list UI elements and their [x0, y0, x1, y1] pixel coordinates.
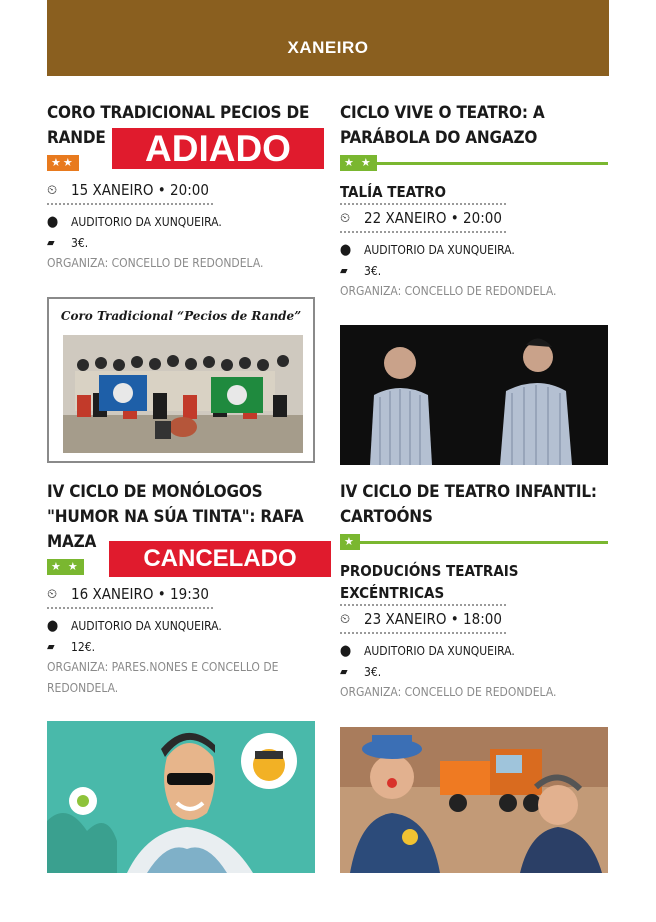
- event-datetime: [340, 606, 608, 632]
- datetime-text: 15 XANEIRO • 20:00: [71, 181, 209, 199]
- event-title: CORO TRADICIONAL PECIOS DE RANDE: [47, 103, 310, 148]
- event-title: IV CICLO DE MONÓLOGOS "HUMOR NA SÚA TINTA": RAFA MAZA: [47, 482, 304, 552]
- event-title: CICLO VIVE O TEATRO: A PARÁBOLA DO ANGAZO: [340, 103, 545, 148]
- event-card: [340, 101, 608, 302]
- ticket-icon: ▰: [47, 640, 55, 653]
- event-datetime: [340, 205, 608, 231]
- event-price: [47, 232, 315, 253]
- theatre-actors-photo: [340, 325, 608, 465]
- actors-image: [340, 325, 608, 465]
- star-rating: ★: [340, 534, 360, 550]
- photo-caption: Coro Tradicional “Pecios de Rande”: [60, 309, 302, 323]
- datetime-text: 23 XANEIRO • 18:00: [364, 610, 502, 628]
- event-datetime: [47, 177, 315, 203]
- star-rating: ★★: [47, 155, 79, 171]
- event-price: [47, 636, 315, 657]
- postponed-stamp: ADIADO: [112, 128, 324, 169]
- event-organizer: ORGANIZA: CONCELLO DE REDONDELA.: [340, 284, 557, 298]
- clowns-image: [340, 727, 608, 873]
- rating-bar: [47, 559, 109, 575]
- location-pin-icon: ⬤: [47, 619, 59, 632]
- cartoon-image: [47, 721, 315, 873]
- location-pin-icon: ⬤: [340, 243, 352, 256]
- clock-icon: ⏲: [340, 611, 351, 627]
- datetime-text: 16 XANEIRO • 19:30: [71, 585, 209, 603]
- comedian-illustration: [47, 721, 315, 873]
- clock-icon: ⏲: [47, 586, 58, 602]
- ticket-icon: ▰: [340, 264, 348, 277]
- price-text: 3€.: [71, 235, 89, 250]
- month-title: XANEIRO: [287, 38, 369, 57]
- rating-bar: [340, 155, 608, 171]
- event-venue: [47, 615, 315, 636]
- clock-icon: ⏲: [47, 182, 58, 198]
- venue-text: AUDITORIO DA XUNQUEIRA.: [364, 643, 515, 658]
- ticket-icon: ▰: [340, 665, 348, 678]
- clock-icon: ⏲: [340, 210, 351, 226]
- star-rating: ★ ★: [340, 155, 377, 171]
- event-title: IV CICLO DE TEATRO INFANTIL: CARTOÓNS: [340, 482, 597, 527]
- clowns-photo: [340, 727, 608, 873]
- event-organizer: ORGANIZA: PARES.NONES E CONCELLO DE REDONDELA.: [47, 660, 279, 695]
- event-venue: [340, 640, 608, 661]
- venue-text: AUDITORIO DA XUNQUEIRA.: [71, 214, 222, 229]
- ticket-icon: ▰: [47, 236, 55, 249]
- event-card: [47, 480, 315, 699]
- rating-line: [340, 162, 608, 165]
- event-venue: [47, 211, 315, 232]
- cancelled-stamp: CANCELADO: [109, 541, 331, 577]
- star-rating: ★ ★: [47, 559, 84, 575]
- month-header: [47, 0, 609, 76]
- event-price: [340, 661, 608, 682]
- venue-text: AUDITORIO DA XUNQUEIRA.: [71, 618, 222, 633]
- rating-bar: [47, 155, 109, 171]
- event-price: [340, 260, 608, 281]
- price-text: 3€.: [364, 664, 382, 679]
- event-venue: [340, 239, 608, 260]
- company-name: PRODUCIÓNS TEATRAIS EXCÉNTRICAS: [340, 562, 519, 602]
- event-organizer: ORGANIZA: CONCELLO DE REDONDELA.: [340, 685, 557, 699]
- choir-photo: [47, 297, 315, 463]
- choir-group-image: [63, 335, 303, 453]
- rating-line: [340, 541, 608, 544]
- price-text: 12€.: [71, 639, 96, 654]
- company-name: TALÍA TEATRO: [340, 183, 447, 201]
- location-pin-icon: ⬤: [340, 644, 352, 657]
- datetime-text: 22 XANEIRO • 20:00: [364, 209, 502, 227]
- location-pin-icon: ⬤: [47, 215, 59, 228]
- venue-text: AUDITORIO DA XUNQUEIRA.: [364, 242, 515, 257]
- rating-bar: [340, 534, 608, 550]
- event-organizer: ORGANIZA: CONCELLO DE REDONDELA.: [47, 256, 264, 270]
- event-datetime: [47, 581, 315, 607]
- price-text: 3€.: [364, 263, 382, 278]
- event-card: [340, 480, 608, 703]
